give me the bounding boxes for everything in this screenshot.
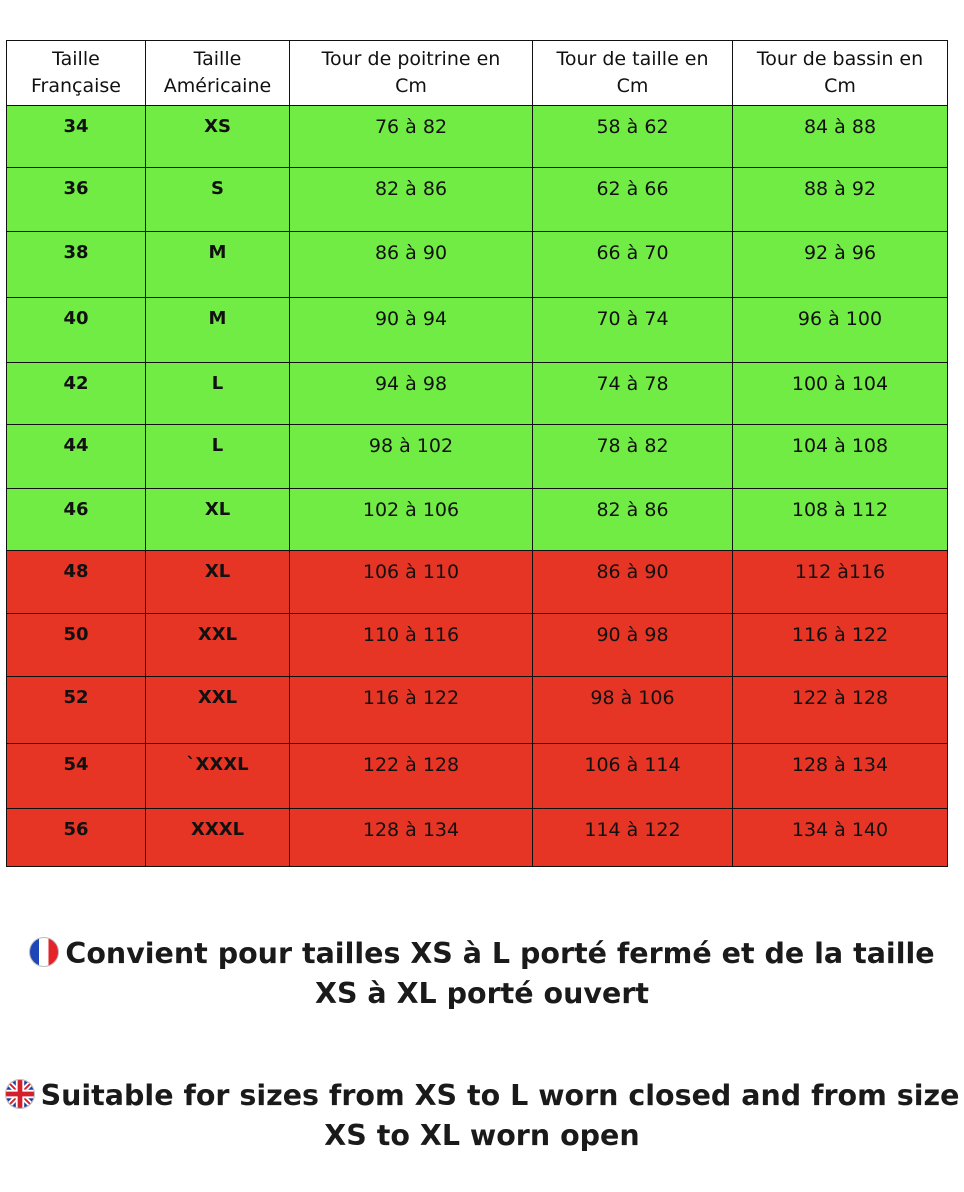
french-note-line2: XS à XL porté ouvert — [315, 977, 649, 1010]
cell-french-size: 56 — [7, 809, 146, 867]
french-note — [0, 934, 964, 1014]
cell-waist: 66 à 70 — [533, 232, 733, 298]
header-french-size — [7, 41, 146, 106]
cell-waist: 82 à 86 — [533, 489, 733, 551]
table-row — [7, 551, 948, 614]
cell-american-size: `XXXL — [146, 744, 290, 809]
cell-american-size: XL — [146, 551, 290, 614]
french-note-line1: Convient pour tailles XS à L porté fermé et de la taille — [65, 937, 935, 970]
table-row — [7, 809, 948, 867]
uk-flag-icon — [5, 1079, 35, 1109]
cell-chest: 86 à 90 — [290, 232, 533, 298]
table-row — [7, 489, 948, 551]
cell-french-size: 50 — [7, 614, 146, 677]
cell-hips: 92 à 96 — [733, 232, 948, 298]
cell-hips: 128 à 134 — [733, 744, 948, 809]
cell-american-size: M — [146, 232, 290, 298]
cell-hips: 100 à 104 — [733, 363, 948, 425]
english-note — [0, 1076, 964, 1156]
cell-hips: 108 à 112 — [733, 489, 948, 551]
cell-american-size: XXL — [146, 677, 290, 744]
header-line: Cm — [824, 75, 856, 97]
cell-french-size: 54 — [7, 744, 146, 809]
cell-american-size: S — [146, 168, 290, 232]
cell-chest: 94 à 98 — [290, 363, 533, 425]
cell-waist: 74 à 78 — [533, 363, 733, 425]
cell-chest: 116 à 122 — [290, 677, 533, 744]
header-line: Française — [31, 75, 121, 97]
cell-hips: 84 à 88 — [733, 106, 948, 168]
table-row — [7, 232, 948, 298]
header-line: Tour de taille en — [556, 48, 709, 70]
cell-american-size: XXL — [146, 614, 290, 677]
cell-american-size: XL — [146, 489, 290, 551]
cell-american-size: L — [146, 363, 290, 425]
english-note-line1: Suitable for sizes from XS to L worn closed and from size — [40, 1079, 960, 1112]
cell-chest: 90 à 94 — [290, 298, 533, 363]
header-line: Taille — [193, 48, 242, 70]
cell-waist: 70 à 74 — [533, 298, 733, 363]
cell-waist: 62 à 66 — [533, 168, 733, 232]
cell-american-size: L — [146, 425, 290, 489]
cell-chest: 122 à 128 — [290, 744, 533, 809]
cell-waist: 58 à 62 — [533, 106, 733, 168]
cell-chest: 110 à 116 — [290, 614, 533, 677]
cell-waist: 78 à 82 — [533, 425, 733, 489]
header-american-size — [146, 41, 290, 106]
table-row — [7, 677, 948, 744]
header-hips — [733, 41, 948, 106]
cell-french-size: 38 — [7, 232, 146, 298]
header-line: Cm — [616, 75, 649, 97]
cell-hips: 116 à 122 — [733, 614, 948, 677]
table-row — [7, 744, 948, 809]
cell-french-size: 40 — [7, 298, 146, 363]
cell-american-size: XXXL — [146, 809, 290, 867]
cell-american-size: M — [146, 298, 290, 363]
cell-waist: 98 à 106 — [533, 677, 733, 744]
header-line: Cm — [395, 75, 427, 97]
english-note-line2: XS to XL worn open — [324, 1119, 640, 1152]
cell-french-size: 34 — [7, 106, 146, 168]
cell-hips: 112 à116 — [733, 551, 948, 614]
cell-waist: 90 à 98 — [533, 614, 733, 677]
cell-french-size: 36 — [7, 168, 146, 232]
cell-hips: 96 à 100 — [733, 298, 948, 363]
header-line: Taille — [52, 48, 100, 70]
table-row — [7, 106, 948, 168]
table-header-row — [7, 41, 948, 106]
table-row — [7, 168, 948, 232]
cell-french-size: 42 — [7, 363, 146, 425]
cell-french-size: 48 — [7, 551, 146, 614]
cell-chest: 102 à 106 — [290, 489, 533, 551]
table-row — [7, 614, 948, 677]
table-row — [7, 363, 948, 425]
cell-chest: 76 à 82 — [290, 106, 533, 168]
header-chest — [290, 41, 533, 106]
cell-hips: 104 à 108 — [733, 425, 948, 489]
cell-french-size: 52 — [7, 677, 146, 744]
cell-chest: 82 à 86 — [290, 168, 533, 232]
cell-hips: 88 à 92 — [733, 168, 948, 232]
size-chart-table — [6, 40, 948, 867]
cell-french-size: 44 — [7, 425, 146, 489]
cell-french-size: 46 — [7, 489, 146, 551]
cell-chest: 98 à 102 — [290, 425, 533, 489]
table-row — [7, 425, 948, 489]
cell-hips: 122 à 128 — [733, 677, 948, 744]
cell-waist: 114 à 122 — [533, 809, 733, 867]
cell-waist: 106 à 114 — [533, 744, 733, 809]
cell-waist: 86 à 90 — [533, 551, 733, 614]
cell-chest: 106 à 110 — [290, 551, 533, 614]
cell-american-size: XS — [146, 106, 290, 168]
header-line: Américaine — [163, 75, 272, 97]
france-flag-icon — [29, 937, 59, 967]
header-waist — [533, 41, 733, 106]
header-line: Tour de bassin en — [756, 48, 924, 70]
cell-chest: 128 à 134 — [290, 809, 533, 867]
cell-hips: 134 à 140 — [733, 809, 948, 867]
header-line: Tour de poitrine en — [321, 48, 501, 70]
table-row — [7, 298, 948, 363]
